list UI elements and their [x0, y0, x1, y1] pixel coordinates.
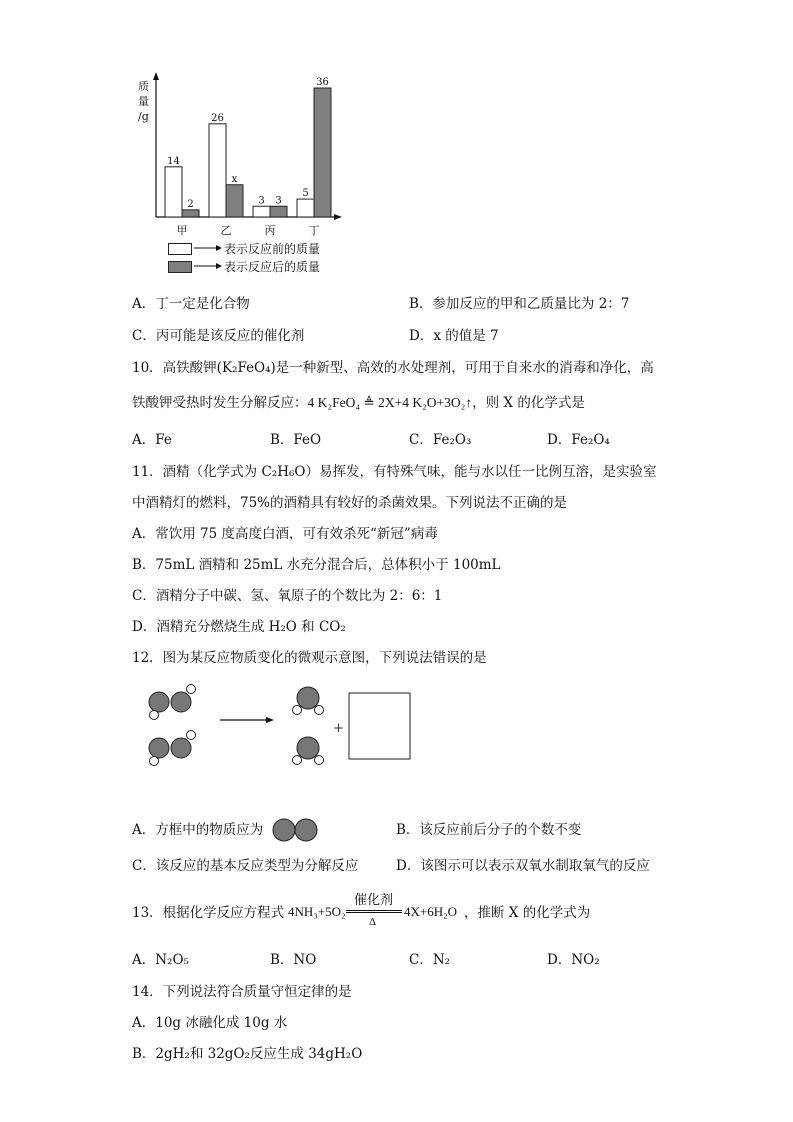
x-tick-label: 甲 — [176, 224, 188, 237]
option-letter: C． — [132, 858, 156, 874]
bar-value-label: 2 — [187, 198, 194, 210]
reactant-molecule — [149, 731, 196, 766]
option-letter: A． — [132, 296, 156, 312]
y-axis-label — [138, 79, 149, 123]
option-letter: B． — [409, 296, 433, 312]
q13-eq-left: 4NH₃+5O₂ — [288, 904, 346, 919]
x-tick-label: 丁 — [308, 224, 320, 237]
y-axis-label-char: /g — [138, 110, 149, 123]
option-letter: B． — [396, 822, 420, 838]
bar — [209, 124, 226, 217]
bar — [314, 88, 331, 217]
legend-item-before — [168, 240, 368, 256]
legend-swatch-after — [168, 261, 192, 273]
q13-option-b[interactable]: B．NO — [270, 952, 317, 968]
x-tick-label: 乙 — [220, 224, 232, 237]
q11-option-b[interactable]: B．75mL 酒精和 25mL 水充分混合后，总体积小于 100mL — [132, 557, 501, 573]
q10-option-d[interactable]: D．Fe₂O₄ — [547, 432, 610, 448]
option-text: 该图示可以表示双氧水制取氧气的反应 — [420, 858, 650, 874]
legend-swatch-before — [168, 243, 192, 255]
q12-option-b[interactable] — [396, 821, 581, 839]
bar-value-label: 14 — [167, 155, 180, 167]
bar-value-label: 26 — [211, 112, 224, 124]
q14-option-b[interactable]: B．2gH₂和 32gO₂反应生成 34gH₂O — [132, 1046, 363, 1062]
q13-eq-right: 4X+6H₂O — [404, 904, 458, 919]
bar — [182, 210, 199, 217]
reaction-diagram — [140, 680, 430, 775]
legend-arrow-icon — [194, 243, 222, 253]
option-text: 丁一定是化合物 — [155, 296, 250, 312]
q9-option-d[interactable] — [409, 327, 499, 345]
q10-stem-tail: ，则 X 的化学式是 — [472, 395, 585, 411]
bar — [270, 206, 287, 217]
legend-label-after: 表示反应后的质量 — [224, 260, 321, 274]
q12-option-d[interactable] — [396, 857, 650, 875]
answer-box — [349, 693, 410, 759]
q11-option-c[interactable]: C．酒精分子中碳、氢、氧原子的个数比为 2：6：1 — [132, 588, 443, 604]
q9-option-a[interactable] — [132, 295, 250, 313]
y-axis-label-char: 质 — [138, 80, 149, 93]
q13-stem-tail: ，推断 X 的化学式为 — [464, 905, 591, 921]
q13-heat: Δ — [369, 916, 377, 928]
q9-option-b[interactable] — [409, 295, 629, 313]
option-text: 参加反应的甲和乙质量比为 2：7 — [432, 296, 630, 312]
bar — [253, 206, 270, 217]
q13-stem — [132, 904, 284, 922]
q10-option-b[interactable]: B．FeO — [270, 432, 322, 448]
bar-value-label: 3 — [275, 195, 282, 207]
q9-option-c[interactable] — [132, 327, 304, 345]
product-molecule — [293, 687, 324, 715]
q13-catalyst: 催化剂 — [354, 893, 394, 908]
option-letter: C． — [132, 328, 156, 344]
q13-option-a[interactable]: A．N₂O₅ — [132, 952, 189, 968]
q10-stem-text: 铁酸钾受热时发生分解反应： — [132, 395, 308, 411]
option-text: 该反应的基本反应类型为分解反应 — [155, 858, 359, 874]
q13-option-c[interactable]: C．N₂ — [409, 952, 451, 968]
bar-value-label: 36 — [316, 77, 329, 88]
q11-option-d[interactable]: D．酒精充分燃烧生成 H₂O 和 CO₂ — [132, 619, 346, 635]
bar-value-label: 5 — [302, 188, 309, 200]
y-axis-arrow — [153, 72, 159, 80]
q13-equation — [288, 889, 463, 933]
q13-eq-bar — [346, 912, 402, 913]
bar-value-label: 3 — [258, 195, 265, 207]
bar — [165, 167, 182, 217]
q14-option-a[interactable]: A．10g 冰融化成 10g 水 — [132, 1015, 288, 1031]
q11-stem-line2: 中酒精灯的燃料，75%的酒精具有较好的杀菌效果。下列说法不正确的是 — [132, 495, 568, 511]
bar — [226, 185, 243, 217]
legend-label-before: 表示反应前的质量 — [224, 242, 321, 256]
q10-stem-line1: 10．高铁酸钾(K₂FeO₄)是一种新型、高效的水处理剂，可用于自来水的消毒和净化，高 — [132, 360, 654, 376]
option-letter: D． — [409, 328, 434, 344]
reaction-arrow-icon — [220, 717, 274, 723]
x-tick-label: 丙 — [264, 224, 276, 237]
option-letter: D． — [396, 858, 421, 874]
q13-option-d[interactable]: D．NO₂ — [547, 952, 600, 968]
legend-arrow-icon — [194, 261, 222, 271]
q12-stem: 12．图为某反应物质变化的微观示意图，下列说法错误的是 — [132, 650, 487, 666]
q10-equation: 4 K₂FeO₄ ≜ 2X+4 K₂O+3O₂↑ — [307, 395, 473, 410]
option-text: 丙可能是该反应的催化剂 — [155, 328, 305, 344]
option-text: x 的值是 7 — [433, 328, 499, 344]
q13-stem-text: 13．根据化学反应方程式 — [132, 905, 285, 921]
q10-option-a[interactable]: A．Fe — [132, 432, 172, 448]
product-molecule — [293, 737, 324, 765]
q11-stem-line1: 11．酒精（化学式为 C₂H₆O）易挥发，有特殊气味，能与水以任一比例互溶，是实验室 — [132, 464, 657, 480]
option-text: 方框中的物质应为 — [155, 822, 264, 838]
plus-sign: + — [333, 721, 344, 736]
q12-option-c[interactable] — [132, 857, 358, 875]
q13-eq-bar — [346, 910, 402, 911]
x-axis-arrow — [334, 214, 342, 220]
legend-item-after — [168, 258, 368, 274]
q10-option-c[interactable]: C．Fe₂O₃ — [409, 432, 472, 448]
q10-stem-line2 — [132, 394, 585, 412]
bar-value-label: x — [231, 173, 238, 185]
q12-option-a[interactable] — [132, 821, 263, 839]
q14-stem: 14．下列说法符合质量守恒定律的是 — [132, 984, 352, 1000]
y-axis-label-char: 量 — [138, 95, 149, 108]
option-text: 该反应前后分子的个数不变 — [419, 822, 582, 838]
bar — [297, 199, 314, 217]
oxygen-molecule-icon — [271, 817, 321, 843]
option-letter: A． — [132, 822, 156, 838]
q11-option-a[interactable]: A．常饮用 75 度高度白酒，可有效杀死“新冠”病毒 — [132, 526, 438, 542]
reactant-molecule — [149, 685, 196, 720]
